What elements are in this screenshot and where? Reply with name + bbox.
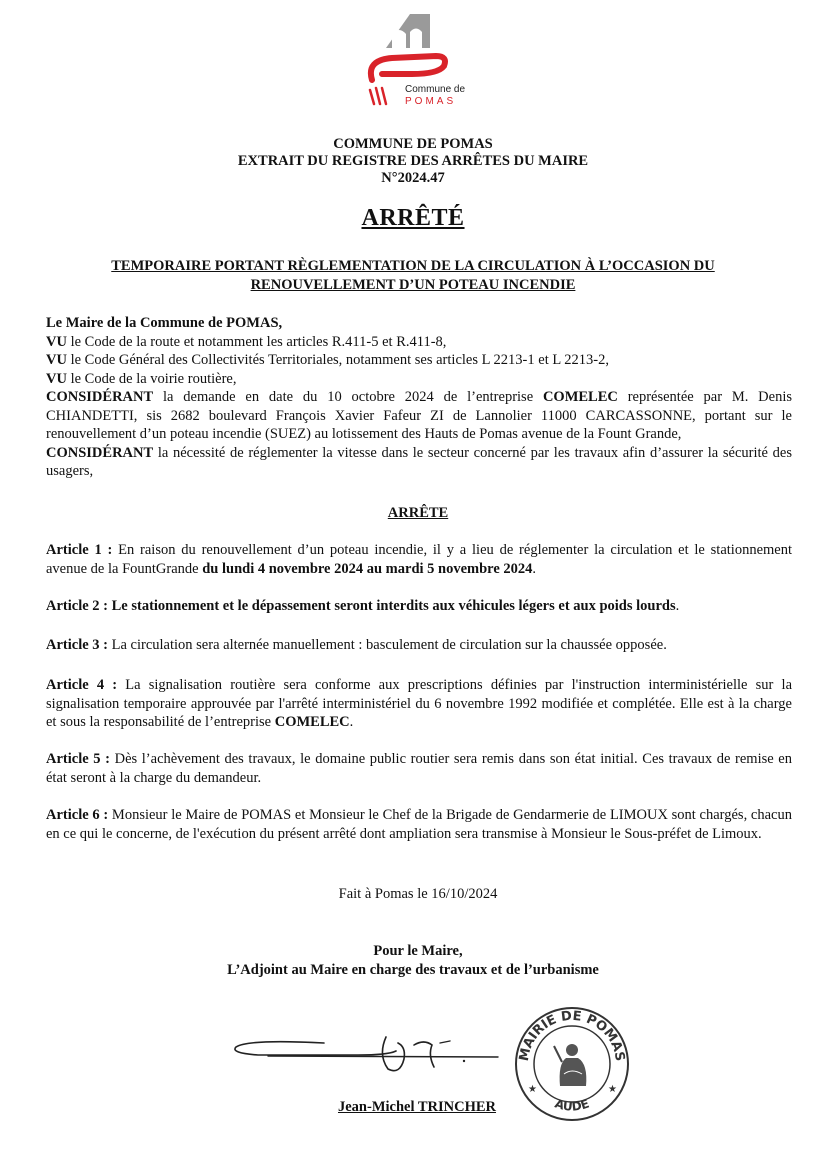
considerant-text: la demande en date du 10 octobre 2024 de l’entreprise [153,389,543,405]
document-title: ARRÊTÉ [361,205,465,231]
vu-line-2 [46,351,792,370]
article-5 [46,750,792,787]
header-number: N°2024.47 [381,170,445,186]
article-4 [46,676,792,732]
article-tail: . [532,560,537,577]
article-tail: . [349,714,354,730]
logo-text-pomas: POMAS [405,96,457,107]
considerant-text: représentée par M. Denis CHIANDETTI, sis 2682 boulevard François Xavier Fafeur ZI de Lannolier 11000 CARCASSONNE, portant sur le renouvellement d’un poteau incendie (SUEZ) au lotissement des Hauts de Pomas avenue de la Fount Grande, [46,389,792,442]
article-text: En raison du renouvellement d’un poteau incendie, il y a lieu de réglementer la circulation et le stationnement avenue de la FountGrande [46,542,793,577]
svg-text:★: ★ [608,1084,617,1095]
vu-label: VU [46,333,67,350]
vu-text: le Code Général des Collectivités Territoriales, notamment ses articles L 2213-1 et L 2213-2, [66,352,609,368]
article-text: Dès l’achèvement des travaux, le domaine public routier sera remis dans son état initial. Ces travaux de remise en état seront à la charge du demandeur. [46,751,792,786]
svg-text:AUDE: AUDE [553,1096,591,1114]
mayor-line: Le Maire de la Commune de POMAS, [46,315,283,331]
arrete-heading: ARRÊTE [387,505,449,521]
vu-text: le Code de la voirie routière, [66,370,237,387]
signature-role: L’Adjoint au Maire en charge des travaux et de l’urbanisme [227,962,599,978]
logo-text-commune: Commune de [405,84,466,95]
article-label: Article 2 : [46,598,108,614]
done-at-line: Fait à Pomas le 16/10/2024 [338,886,498,902]
article-6 [46,806,792,843]
vu-text: le Code de la route et notamment les articles R.411-5 et R.411-8, [66,333,447,350]
article-label: Article 3 : [46,637,108,653]
svg-text:MAIRIE DE POMAS: MAIRIE DE POMAS [516,1008,628,1063]
article-bold: Le stationnement et le dépassement seront interdits aux véhicules légers et aux poids lourds [108,598,676,614]
article-label: Article 1 : [46,542,113,558]
considerant-label: CONSIDÉRANT [46,389,154,405]
vu-line-1 [46,333,792,352]
company-name: COMELEC [542,389,618,405]
vu-line-3 [46,370,792,389]
signer-name: Jean-Michel TRINCHER [337,1099,497,1115]
document-subtitle: TEMPORAIRE PORTANT RÈGLEMENTATION DE LA CIRCULATION À L’OCCASION DU RENOUVELLEMENT D’UN POTEAU INCENDIE [111,258,715,293]
article-text: La signalisation routière sera conforme aux prescriptions définies par l'instruction interministérielle sur la signalisation temporaire approuvée par l'arrêté interministériel du 6 novembre 1992 modifiée et complétée. Elle est à la charge et sous la responsabilité de l’entreprise [46,677,793,730]
vu-label: VU [46,370,67,387]
header-commune: COMMUNE DE POMAS [333,136,493,152]
preamble [46,314,792,481]
signature-for-mayor: Pour le Maire, [373,943,463,959]
article-label: Article 5 : [46,751,110,767]
article-bold: du lundi 4 novembre 2024 au mardi 5 novembre 2024 [202,560,533,577]
svg-text:★: ★ [528,1084,537,1095]
considerant-label: CONSIDÉRANT [46,444,154,461]
article-text: Monsieur le Maire de POMAS et Monsieur le Chef de la Brigade de Gendarmerie de LIMOUX sont chargés, chacun en ce qui le concerne, de l'exécution du présent arrêté dont ampliation sera transmise à Monsieur le Sous-préfet de Limoux. [46,807,792,842]
article-label: Article 6 : [46,807,109,823]
article-2 [46,597,792,616]
article-label: Article 4 : [46,677,118,693]
considerant-2 [46,444,792,481]
considerant-text: la nécessité de réglementer la vitesse dans le secteur concerné par les travaux afin d’assurer la sécurité des usagers, [46,444,792,479]
vu-label: VU [46,352,67,368]
article-bold: COMELEC [274,714,350,730]
header-registry: EXTRAIT DU REGISTRE DES ARRÊTES DU MAIRE [237,153,589,169]
considerant-1 [46,388,792,444]
article-3 [46,636,792,655]
article-1 [46,541,792,578]
handwritten-signature [228,1025,508,1085]
article-tail: . [675,598,680,614]
article-text: La circulation sera alternée manuellement : basculement de circulation sur la chaussée opposée. [108,637,667,653]
